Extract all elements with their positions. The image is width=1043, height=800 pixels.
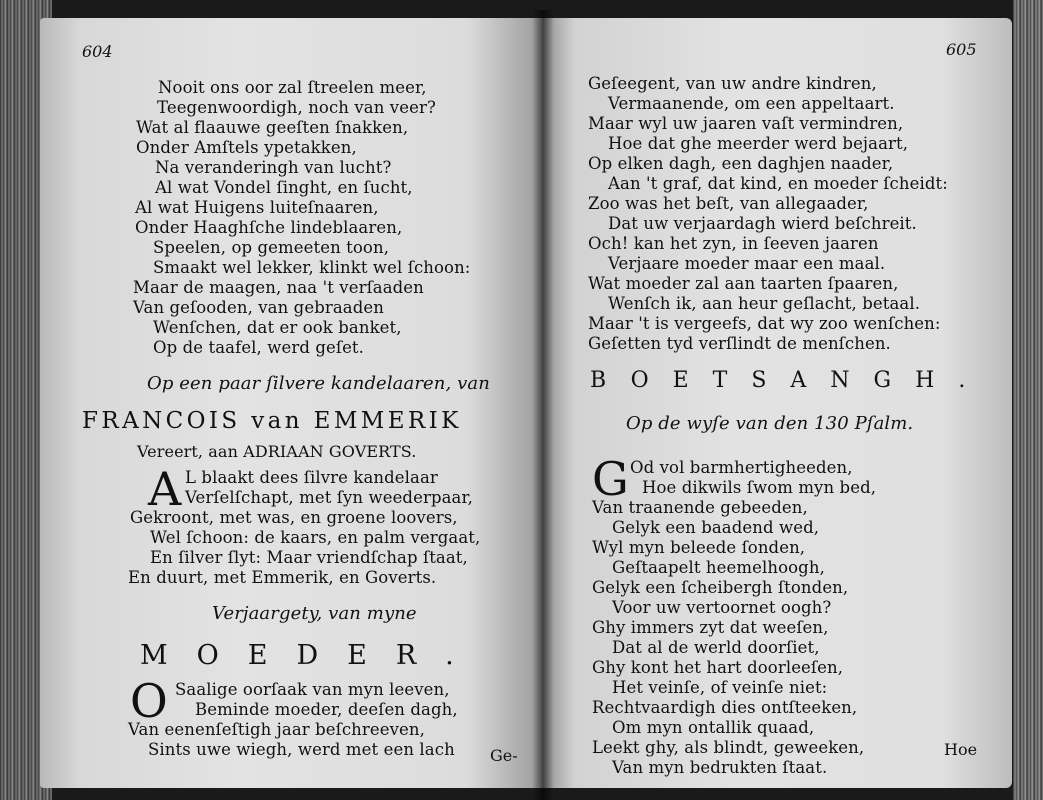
drop-cap: G xyxy=(592,452,629,506)
verse-line: Zoo was het beſt, van allegaader, xyxy=(588,194,869,213)
verse-line: Verſelſchapt, met ſyn weederpaar, xyxy=(185,488,474,507)
verse-line: L blaakt dees ſilvre kandelaar xyxy=(185,468,438,487)
verse-line: Gelyk een ſcheibergh ſtonden, xyxy=(592,578,849,597)
verse-line: Nooit ons oor zal ſtreelen meer, xyxy=(158,78,427,97)
page-number: 605 xyxy=(946,40,977,59)
book-gutter xyxy=(532,10,554,800)
page-number: 604 xyxy=(82,42,113,61)
verse-line: Om myn ontallik quaad, xyxy=(612,718,815,737)
verse-line: Gekroont, met was, en groene loovers, xyxy=(130,508,458,527)
verse-line: Het veinſe, of veinſe niet: xyxy=(612,678,828,697)
verse-line: Sints uwe wiegh, werd met een lach xyxy=(148,740,455,759)
verse-line: Verjaare moeder maar een maal. xyxy=(608,254,886,273)
verse-line: Wyl myn beleede ſonden, xyxy=(592,538,806,557)
right-page xyxy=(542,18,1012,788)
verse-line: Al wat Huigens luiteſnaaren, xyxy=(135,198,379,217)
verse-line: Beminde moeder, deeſen dagh, xyxy=(195,700,458,719)
verse-line: Wat al flaauwe geeſten ſnakken, xyxy=(136,118,409,137)
catchword: Ge- xyxy=(490,746,518,765)
poem-heading: MOEDER. xyxy=(140,640,483,671)
verse-line: Hoe dat ghe meerder werd bejaart, xyxy=(608,134,909,153)
verse-line: Gelyk een baadend wed, xyxy=(612,518,820,537)
verse-line: En duurt, met Emmerik, en Goverts. xyxy=(128,568,437,587)
verse-line: Teegenwoordigh, noch van veer? xyxy=(157,98,436,117)
verse-line: Rechtvaardigh dies ontſteeken, xyxy=(592,698,858,717)
verse-line: Op elken dagh, een daghjen naader, xyxy=(588,154,894,173)
drop-cap: O xyxy=(130,674,168,728)
verse-line: Och! kan het zyn, in ſeeven jaaren xyxy=(588,234,879,253)
verse-line: Van eenenſeſtigh jaar beſchreeven, xyxy=(128,720,425,739)
poem-heading: BOETSANGH. xyxy=(590,368,990,393)
author-name: FRANCOIS van EMMERIK xyxy=(82,408,462,434)
verse-line: Hoe dikwils ſwom myn bed, xyxy=(642,478,877,497)
poem-subtitle: Op de wyſe van den 130 Pſalm. xyxy=(626,413,914,434)
verse-line: Onder Haaghſche lindeblaaren, xyxy=(135,218,403,237)
left-page xyxy=(40,18,542,788)
verse-line: Maar 't is vergeefs, dat wy zoo wenſchen: xyxy=(588,314,941,333)
verse-line: Geſeegent, van uw andre kindren, xyxy=(588,74,877,93)
verse-line: Vermaanende, om een appeltaart. xyxy=(608,94,895,113)
book-edge-right xyxy=(1013,0,1043,800)
verse-line: Aan 't graf, dat kind, en moeder ſcheidt: xyxy=(608,174,948,193)
verse-line: Saalige oorſaak van myn leeven, xyxy=(175,680,450,699)
catchword: Hoe xyxy=(944,740,978,759)
verse-line: Ghy kont het hart doorleeſen, xyxy=(592,658,844,677)
verse-line: Na veranderingh van lucht? xyxy=(155,158,392,177)
verse-line: Od vol barmhertigheeden, xyxy=(630,458,853,477)
dedication-line: Vereert, aan ADRIAAN GOVERTS. xyxy=(137,442,417,461)
verse-line: Maar de maagen, naa 't verſaaden xyxy=(133,278,424,297)
verse-line: Smaakt wel lekker, klinkt wel ſchoon: xyxy=(153,258,471,277)
verse-line: Van geſooden, van gebraaden xyxy=(133,298,384,317)
verse-line: Wel ſchoon: de kaars, en palm vergaat, xyxy=(150,528,481,547)
verse-line: En ſilver ſlyt: Maar vriendſchap ſtaat, xyxy=(150,548,468,567)
verse-line: Onder Amſtels ypetakken, xyxy=(136,138,357,157)
verse-line: Dat al de werld doorſiet, xyxy=(612,638,820,657)
verse-line: Speelen, op gemeeten toon, xyxy=(153,238,390,257)
drop-cap: A xyxy=(148,462,182,516)
verse-line: Wat moeder zal aan taarten ſpaaren, xyxy=(588,274,899,293)
verse-line: Van traanende gebeeden, xyxy=(592,498,808,517)
poem-title: Verjaargety, van myne xyxy=(212,603,417,624)
verse-line: Geſetten tyd verſlindt de menſchen. xyxy=(588,334,891,353)
verse-line: Op de taafel, werd geſet. xyxy=(153,338,365,357)
verse-line: Geſtaapelt heemelhoogh, xyxy=(612,558,825,577)
verse-line: Voor uw vertoornet oogh? xyxy=(612,598,832,617)
verse-line: Van myn bedrukten ſtaat. xyxy=(612,758,828,777)
verse-line: Dat uw verjaardagh wierd beſchreit. xyxy=(608,214,917,233)
verse-line: Wenſchen, dat er ook banket, xyxy=(153,318,402,337)
verse-line: Maar wyl uw jaaren vaſt vermindren, xyxy=(588,114,904,133)
verse-line: Al wat Vondel ſinght, en ſucht, xyxy=(155,178,413,197)
poem-title: Op een paar ſilvere kandelaaren, van xyxy=(147,373,490,394)
verse-line: Wenſch ik, aan heur geſlacht, betaal. xyxy=(608,294,921,313)
verse-line: Leekt ghy, als blindt, geweeken, xyxy=(592,738,865,757)
verse-line: Ghy immers zyt dat weeſen, xyxy=(592,618,829,637)
